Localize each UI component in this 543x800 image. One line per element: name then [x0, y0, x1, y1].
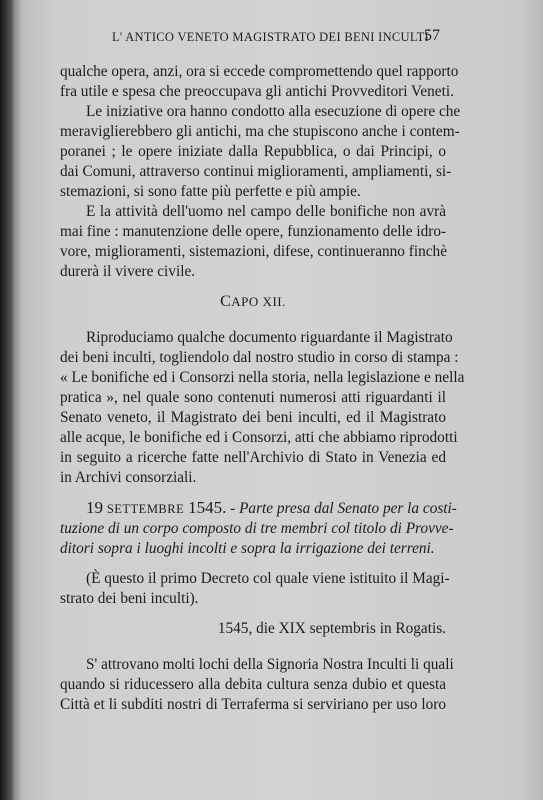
chapter-heading-rest: APO XII. — [231, 294, 286, 309]
text-line: dei beni inculti, togliendolo dal nostro studio in corso di stampa : — [60, 349, 459, 366]
text-line: in Archivi consorziali. — [60, 469, 197, 486]
text-line: Città et li subditi nostri di Terraferma si serviriano per uso loro — [60, 696, 446, 713]
paragraph-documents — [60, 328, 465, 488]
decree-dateline: 1545, die XIX septembris in Rogatis. — [217, 620, 446, 637]
text-line: in seguito a ricerche fatte nell'Archivio di Stato in Venezia ed — [60, 449, 446, 466]
text-line: Riproduciamo qualche documento riguardante il Magistrato — [86, 329, 453, 346]
decree-day: 19 — [86, 498, 103, 517]
text-line: « Le bonifiche ed i Consorzi nella storia, nella legislazione e nella — [60, 369, 465, 386]
paragraph-activity — [60, 202, 446, 282]
decree-note — [60, 569, 450, 609]
decree-title-line: ditori sopra i luoghi incolti e sopra la irrigazione dei terreni. — [60, 540, 435, 557]
chapter-heading-initial: C — [220, 293, 232, 310]
paragraph-decree-text — [60, 655, 454, 715]
decree-title: - Parte presa dal Senato per la costi- — [230, 500, 457, 517]
text-line: mai fine : manutenzione delle opere, funzionamento delle idro- — [60, 223, 447, 240]
text-line: Le iniziative ora hanno condotto alla esecuzione di opere che — [86, 103, 461, 120]
text-line: Senato veneto, il Magistrato dei beni inculti, ed il Magistrato — [60, 409, 446, 426]
page-number: 57 — [424, 27, 440, 44]
text-line: stemazioni, si sono fatte più perfette e più ampie. — [60, 183, 361, 200]
text-line: meraviglierebbero gli antichi, ma che stupiscono anche i contem- — [60, 123, 460, 140]
text-line: vore, miglioramenti, sistemazioni, difese, continueranno finchè — [60, 243, 447, 260]
decree-month: SETTEMBRE — [106, 502, 185, 516]
text-line: dai Comuni, attraverso continui miglioramenti, ampliamenti, si- — [60, 163, 452, 180]
text-line: fra utile e spesa che preoccupava gli antichi Provveditori Veneti. — [60, 83, 454, 100]
text-line: (È questo il primo Decreto col quale viene istituito il Magi- — [86, 570, 450, 587]
text-line: alle acque, le bonifiche ed i Consorzi, atti che abbiamo riprodotti — [60, 429, 458, 446]
paragraph-initiatives — [60, 102, 461, 202]
text-line: quando si riducessero alla debita cultura senza dubio et questa — [60, 676, 446, 693]
paragraph-continuation — [60, 62, 459, 102]
decree-year: 1545. — [188, 498, 227, 517]
chapter-heading — [60, 292, 446, 312]
text-line: durerà il vivere civile. — [60, 263, 196, 280]
decree-heading — [60, 498, 457, 559]
decree-title-line: tuzione di un corpo composto di tre membri col titolo di Provve- — [60, 520, 454, 537]
book-spine-shadow — [0, 0, 14, 800]
text-line: pratica », nel quale sono contenuti numerosi atti riguardanti il — [60, 389, 446, 406]
text-line: strato dei beni inculti). — [60, 590, 199, 607]
text-line: E la attività dell'uomo nel campo delle bonifiche non avrà — [86, 203, 446, 220]
text-line: S' attrovano molti lochi della Signoria Nostra Inculti li quali — [86, 656, 454, 673]
body-text — [60, 62, 465, 715]
text-line: poranei ; le opere iniziate dalla Repubblica, o dai Principi, o — [60, 143, 446, 160]
decree-heading-line — [60, 498, 457, 519]
text-line: qualche opera, anzi, ora si eccede compromettendo quel rapporto — [60, 63, 459, 80]
running-head-title: L' ANTICO VENETO MAGISTRATO DEI BENI INCULTI — [112, 30, 430, 44]
